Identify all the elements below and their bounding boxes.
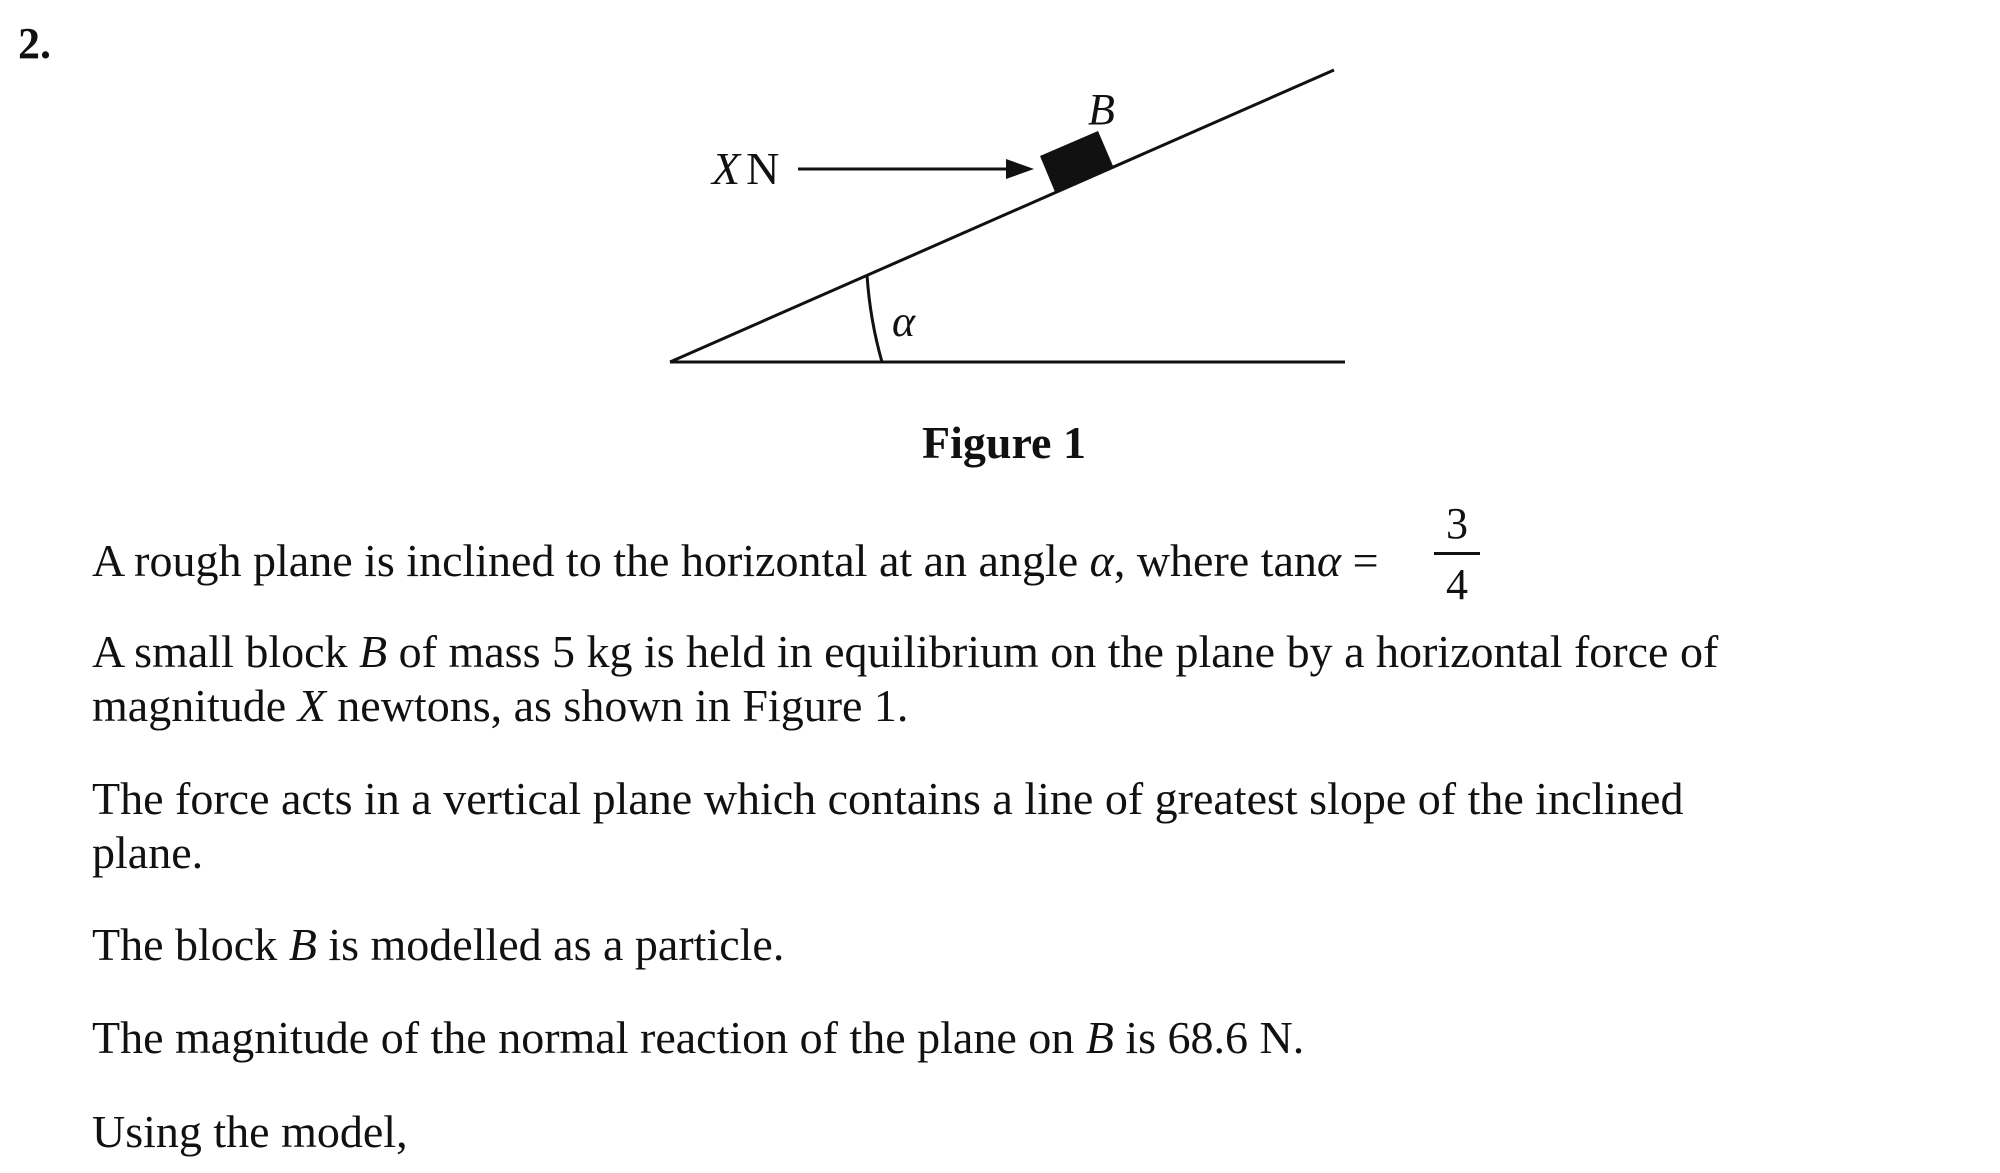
p4-b: is modelled as a particle. bbox=[316, 919, 785, 970]
paragraph-1 bbox=[92, 534, 1379, 588]
p2-line2-a: magnitude bbox=[92, 680, 298, 731]
force-label bbox=[710, 143, 779, 194]
p2-line1-b: of mass 5 kg is held in equilibrium on the plane by a horizontal force of bbox=[387, 626, 1719, 677]
p5-a: The magnitude of the normal reaction of the plane on bbox=[92, 1012, 1086, 1063]
paragraph-6: Using the model, bbox=[92, 1106, 408, 1157]
block-label: B bbox=[1088, 85, 1115, 134]
p2-line1-a: A small block bbox=[92, 626, 360, 677]
p3-line-2: plane. bbox=[92, 827, 204, 878]
p2-line1-B: B bbox=[359, 626, 388, 677]
fraction-three-quarters bbox=[1434, 500, 1480, 609]
paragraph-5 bbox=[92, 1011, 1304, 1065]
p5-B: B bbox=[1085, 1012, 1114, 1063]
p3-line-1: The force acts in a vertical plane which contains a line of greatest slope of the inclined bbox=[92, 773, 1684, 824]
p1-prefix: A rough plane is inclined to the horizontal at an angle bbox=[92, 535, 1090, 586]
p2-line-1 bbox=[92, 625, 1718, 679]
p1-eq: = bbox=[1341, 535, 1379, 586]
p2-line2-X: X bbox=[297, 680, 326, 731]
question-number: 2. bbox=[18, 19, 51, 68]
p4-B: B bbox=[288, 919, 317, 970]
p5-b: is 68.6 N. bbox=[1113, 1012, 1305, 1063]
fraction-numerator: 3 bbox=[1446, 499, 1468, 548]
force-label-var: X bbox=[712, 143, 741, 194]
force-arrow-head bbox=[1006, 159, 1034, 179]
angle-label: α bbox=[892, 297, 916, 346]
paragraph-3 bbox=[92, 772, 1683, 880]
fraction-denominator: 4 bbox=[1446, 560, 1468, 609]
p1-alpha2: α bbox=[1316, 535, 1342, 586]
figure-caption: Figure 1 bbox=[922, 417, 1086, 468]
p1-mid: , where tan bbox=[1113, 535, 1317, 586]
paragraph-4 bbox=[92, 918, 784, 972]
angle-arc bbox=[867, 275, 882, 362]
p1-alpha: α bbox=[1089, 535, 1114, 586]
force-label-unit: N bbox=[746, 143, 780, 194]
inclined-plane-line bbox=[670, 70, 1334, 362]
inclined-plane-figure bbox=[0, 0, 2000, 480]
p2-line-2 bbox=[92, 679, 1718, 733]
fraction-bar bbox=[1434, 552, 1480, 555]
paragraph-2 bbox=[92, 625, 1718, 733]
p2-line2-b: newtons, as shown in Figure 1. bbox=[325, 680, 909, 731]
p4-a: The block bbox=[92, 919, 289, 970]
